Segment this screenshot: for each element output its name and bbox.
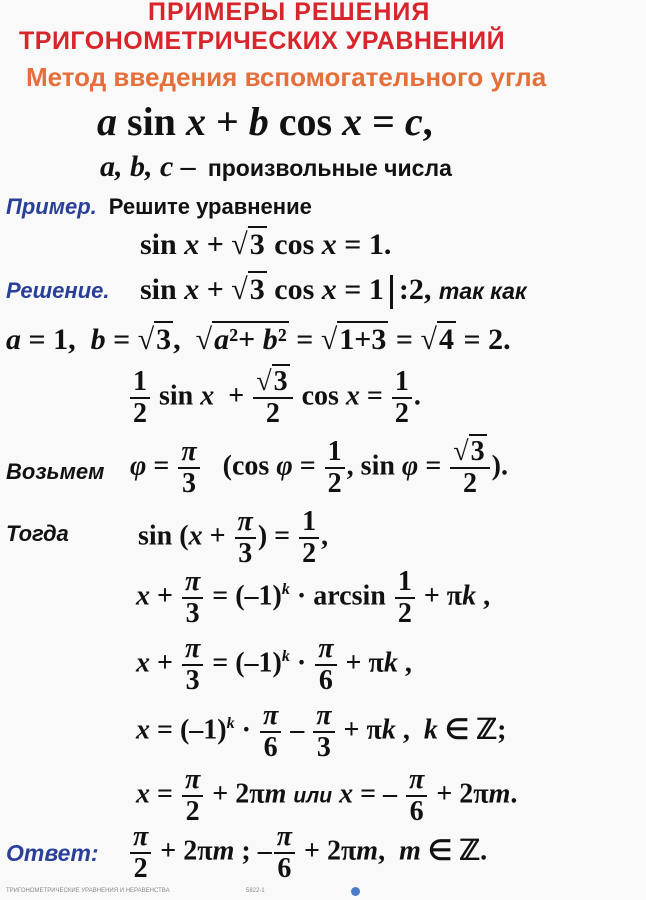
general-note [100, 150, 452, 184]
example-row [6, 194, 312, 220]
step1: sin (x + $\frac{\pi}{3}$ ) = $\frac{1}{2}$ , [138, 506, 329, 569]
step3: x + $\frac{\pi}{3}$ = $(-1)^k$ · $\frac{\pi}{6}$ + πk , [136, 633, 412, 696]
step5: x = $\frac{\pi}{2}$ + 2πm или x = – $\frac{\pi}{6}$ + 2πm. [136, 764, 518, 827]
then-label: Тогда [6, 521, 69, 546]
general-equation: a sin x + b cos x = c, [97, 99, 433, 144]
answer-label: Ответ: [6, 840, 99, 866]
title-line2: ТРИГОНОМЕТРИЧЕСКИХ УРАВНЕНИЙ [19, 27, 506, 55]
solution-equation: sin x + √3 cos x = 1 :2, так как [140, 273, 527, 309]
note-text: произвольные числа [207, 155, 452, 181]
note-vars: a, b, c – [100, 150, 196, 183]
solution-label: Решение. [6, 278, 110, 303]
coefficients-line: a = 1, b = √3, √a²+ b² = √1+3 = √4 = 2. [6, 323, 511, 356]
normalized-equation: $\frac{1}{2}$ sin x + $\frac{√3}{2}$ cos x = $\frac{1}{2}$ . [128, 368, 421, 428]
step4: $x = (-1)^k$ · $\frac{\pi}{6}$ – $\frac{\pi}{3}$ + πk , k ∈ ℤ; [136, 700, 507, 763]
example-task: Решите уравнение [108, 194, 312, 219]
because-text: так как [438, 278, 527, 304]
step2: x + $\frac{\pi}{3}$ = $(-1)^k \cdot \arcsin$ $\frac{1}{2}$ + πk , [136, 566, 491, 629]
answer-text: $\frac{\pi}{2}$ + 2πm ; – $\frac{\pi}{6}$ + 2πm, m ∈ ℤ. [128, 823, 487, 883]
example-label: Пример. [6, 194, 97, 219]
footer-strip [6, 887, 640, 897]
example-equation: sin x + √3 cos x = 1. [140, 228, 392, 261]
publisher-logo-icon [351, 887, 360, 896]
method-subtitle: Метод введения вспомогательного угла [26, 62, 547, 92]
or-word: или [293, 784, 333, 808]
take-label: Возьмем [6, 459, 105, 484]
footer-code: 5822-1 [246, 888, 265, 894]
footer-title: ТРИГОНОМЕТРИЧЕСКИЕ УРАВНЕНИЯ И НЕРАВЕНСТВА [6, 888, 170, 894]
phi-definition: φ = $\frac{\pi}{3}$ (cos φ = $\frac{1}{2}$ , sin φ = $\frac{√3}{2}$ ). [130, 436, 508, 499]
title-line1: ПРИМЕРЫ РЕШЕНИЯ [148, 0, 431, 26]
